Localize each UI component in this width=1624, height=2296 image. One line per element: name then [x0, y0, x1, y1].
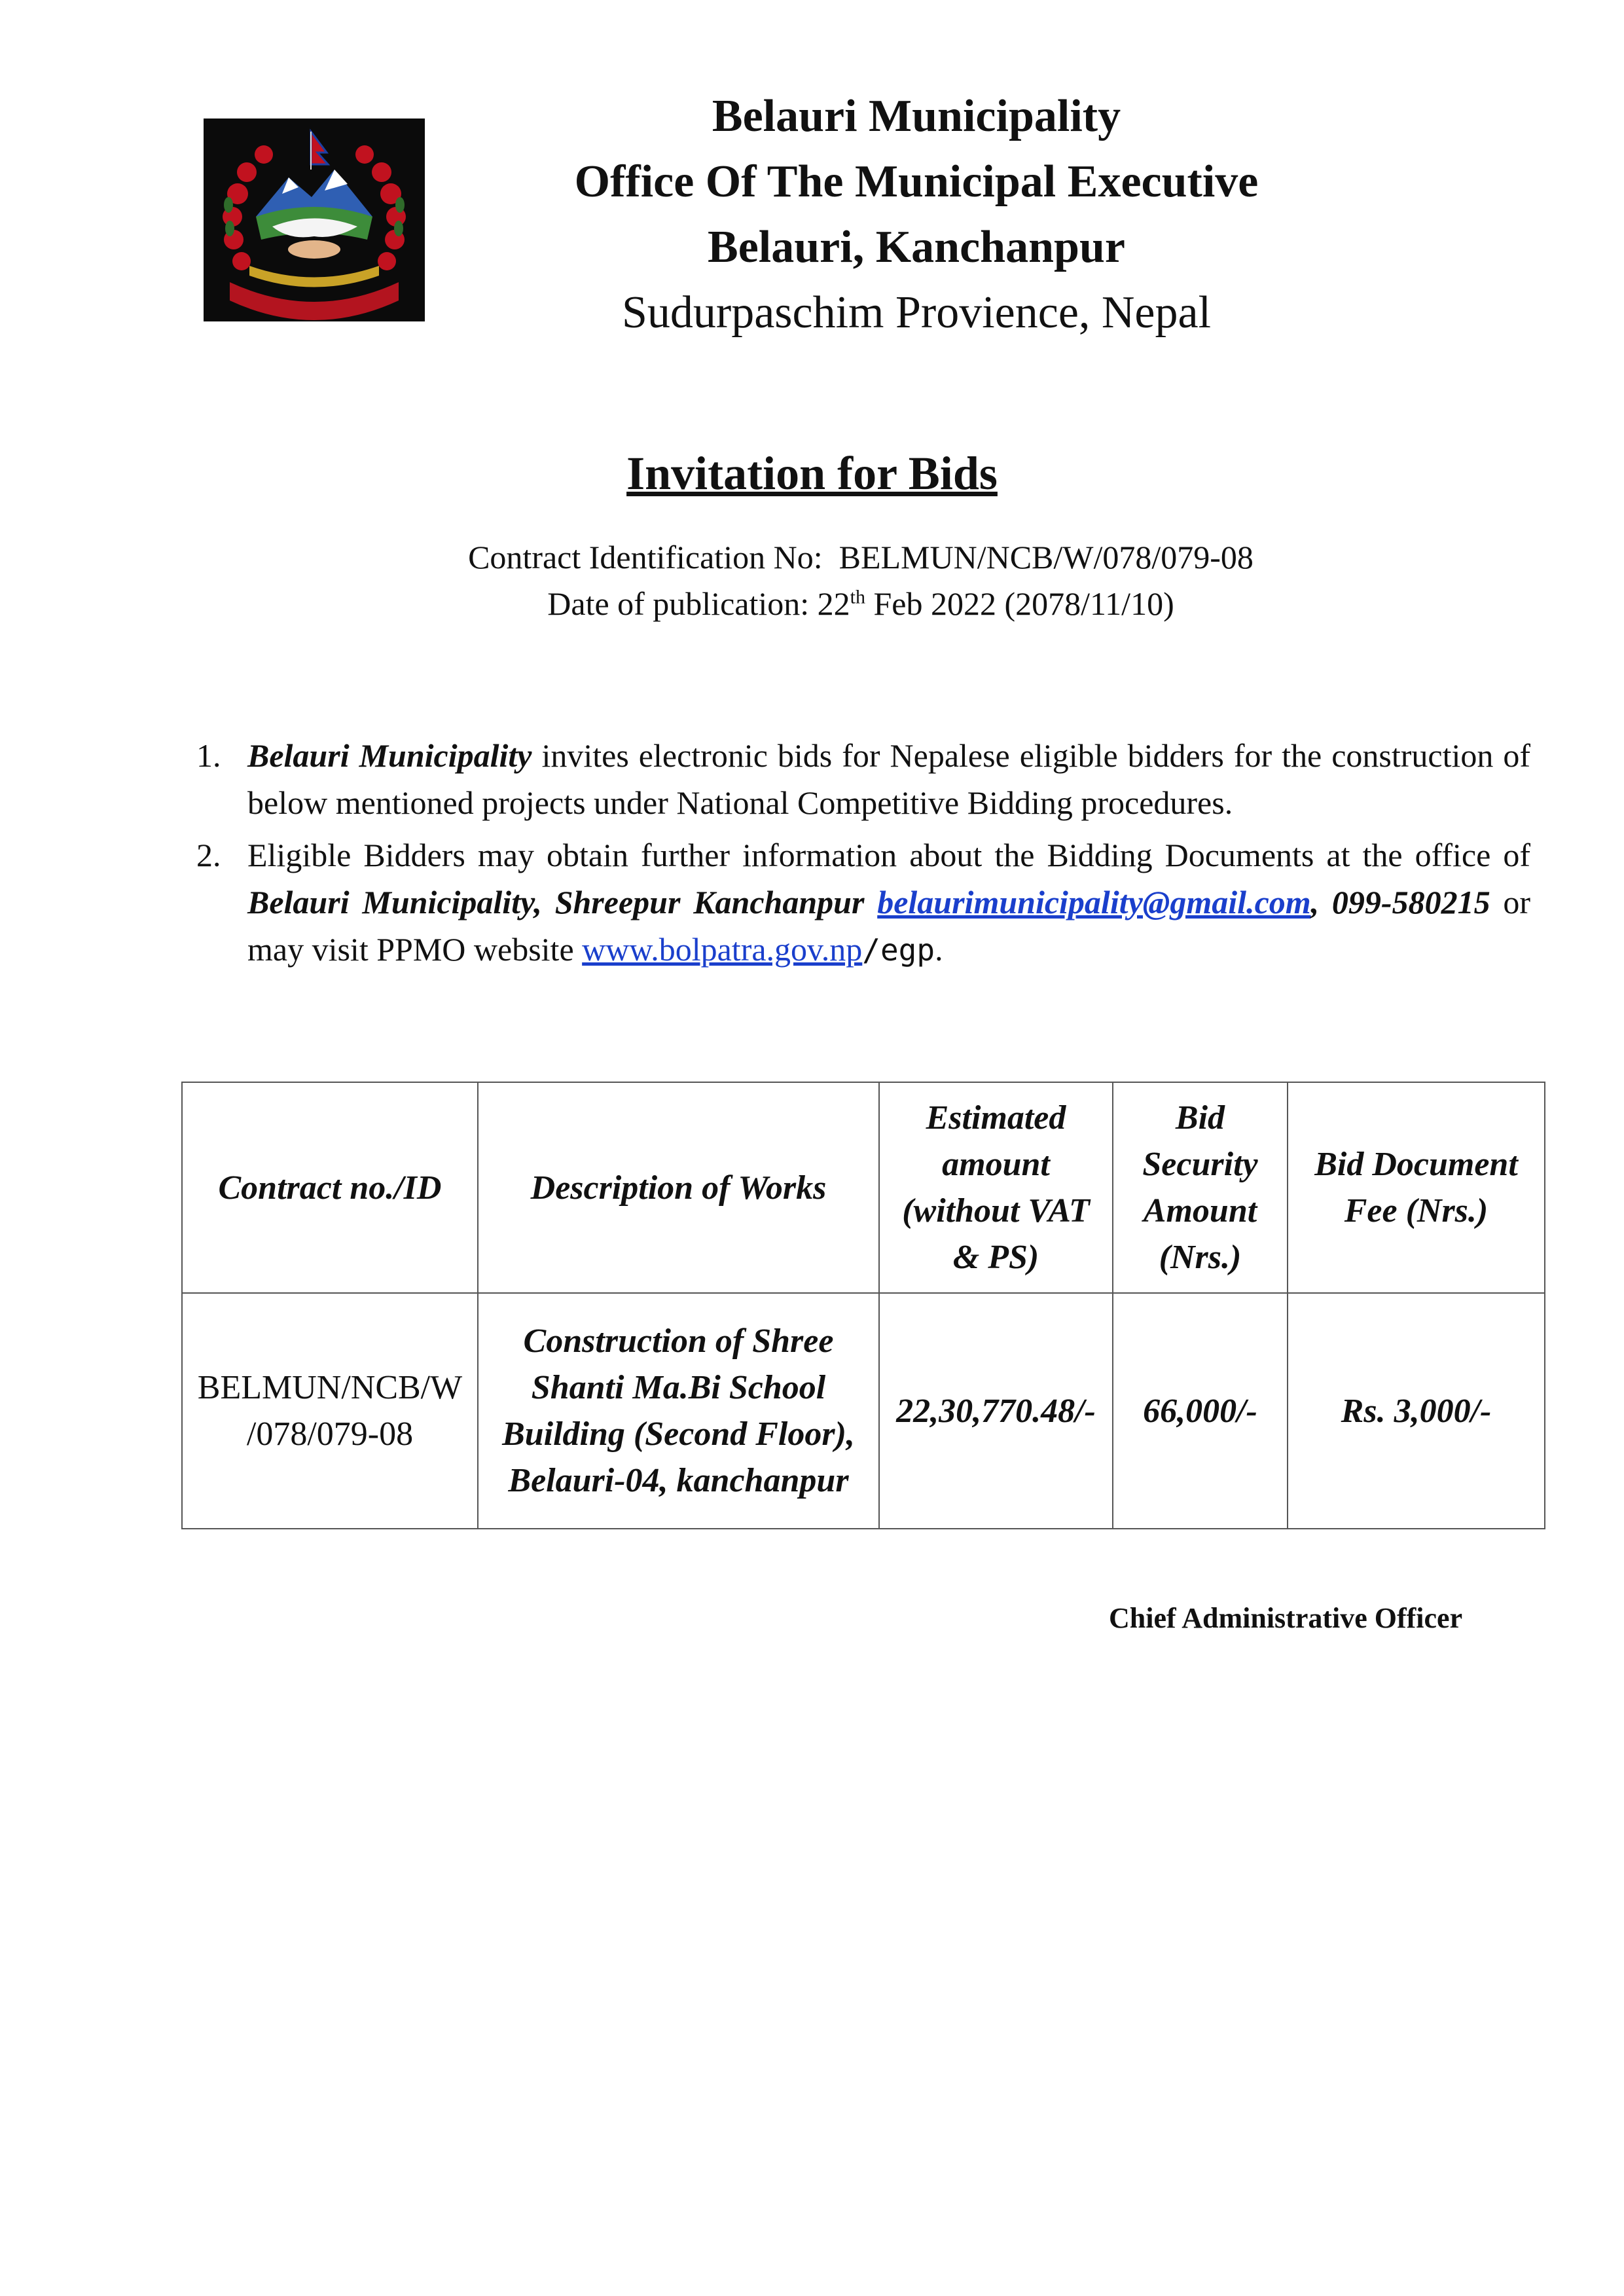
office-address: Belauri Municipality, Shreepur Kanchanpur	[247, 884, 865, 920]
contract-identification	[0, 538, 1624, 576]
website-link[interactable]: www.bolpatra.gov.np	[582, 931, 863, 968]
province-line: Sudurpaschim Provience, Nepal	[621, 287, 1212, 338]
municipality-emphasis: Belauri Municipality	[247, 737, 532, 774]
cell-estimated-amount: 22,30,770.48/-	[879, 1293, 1113, 1529]
header-contract: Contract no./ID	[182, 1082, 478, 1293]
office-location: Belauri, Kanchanpur	[708, 222, 1125, 272]
header-estimated-amount: Estimated amount (without VAT & PS)	[879, 1082, 1113, 1293]
cell-description: Construction of Shree Shanti Ma.Bi School Building (Second Floor), Belauri-04, kanchanpur	[478, 1293, 879, 1529]
contract-id-label: Contract Identification No:	[468, 539, 823, 575]
date-suffix: th	[850, 586, 865, 608]
paragraph-number: 2.	[196, 837, 221, 873]
office-header	[458, 84, 1375, 346]
paragraph-2	[196, 831, 1530, 974]
website-path: /egp	[862, 932, 935, 968]
table-row	[182, 1293, 1545, 1529]
phone-number: , 099-580215	[1310, 884, 1490, 920]
header-document-fee: Bid Document Fee (Nrs.)	[1288, 1082, 1545, 1293]
header-bid-security: Bid Security Amount (Nrs.)	[1113, 1082, 1288, 1293]
office-name: Office Of The Municipal Executive	[574, 156, 1259, 207]
date-day: 22	[817, 585, 850, 622]
nepal-emblem	[204, 118, 425, 321]
paragraph-text: invites electronic bids for Nepalese eligible bidders for the construction of below mentioned projects under National Competitive Bidding procedures.	[247, 737, 1531, 821]
municipality-name: Belauri Municipality	[712, 91, 1121, 141]
table-header-row	[182, 1082, 1545, 1293]
contract-id-value: BELMUN/NCB/W/078/079-08	[839, 539, 1254, 575]
paragraph-text: Eligible Bidders may obtain further information about the Bidding Documents at the office of	[247, 837, 1530, 873]
paragraph-text: or may visit PPMO website	[247, 884, 1531, 968]
date-rest: Feb 2022 (2078/11/10)	[873, 585, 1174, 622]
signature-title: Chief Administrative Officer	[1109, 1602, 1463, 1634]
email-link[interactable]: belaurimunicipality@gmail.com	[877, 884, 1311, 920]
cell-document-fee: Rs. 3,000/-	[1288, 1293, 1545, 1529]
bids-table	[181, 1082, 1545, 1529]
cell-bid-security: 66,000/-	[1113, 1293, 1288, 1529]
sentence-end: .	[935, 931, 943, 968]
publication-date	[0, 585, 1624, 623]
cell-contract: BELMUN/NCB/W /078/079-08	[182, 1293, 478, 1529]
header-description: Description of Works	[478, 1082, 879, 1293]
page-title: Invitation for Bids	[626, 447, 998, 500]
paragraph-1	[196, 732, 1530, 826]
date-label: Date of publication:	[547, 585, 810, 622]
paragraph-number: 1.	[196, 737, 221, 774]
